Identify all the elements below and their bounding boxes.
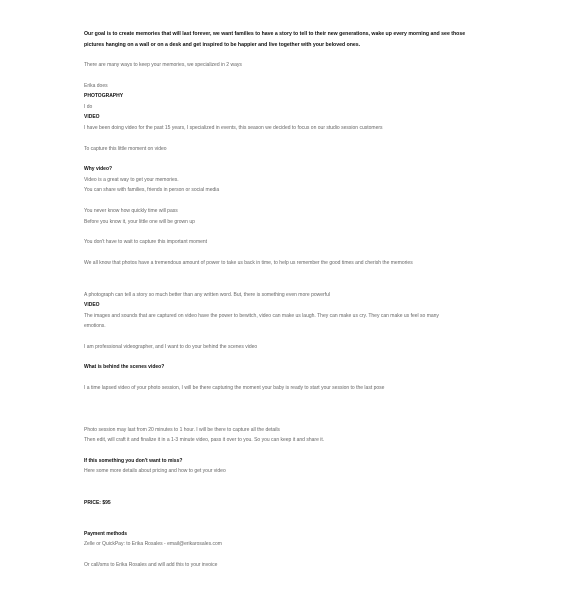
details-text: Here some more details about pricing and how to get your video — [84, 468, 226, 474]
dont-wait-text: You don't have to wait to capture this important moment — [84, 239, 208, 245]
professional-text: I am professional videographer, and I want to do your behind the scenes video — [84, 344, 258, 350]
miss-heading: If this something you don't want to miss? — [84, 458, 183, 464]
never-know-line-1: You never know how quickly time will pass — [84, 208, 178, 214]
i-do-text: I do — [84, 104, 93, 110]
why-video-line-1: Video is a great way to get your memories. — [84, 177, 179, 183]
behind-scenes-heading: What is behind the scenes video? — [84, 364, 165, 370]
video-label-2: VIDEO — [84, 302, 100, 308]
call-text: Or call/sms to Erika Rosales and will add this to your invoice — [84, 562, 218, 568]
images-sounds-line-1: The images and sounds that are captured on video have the power to bewitch, video can make us laugh. They can make us cry. They can make us feel so many — [84, 313, 439, 319]
all-know-text: We all know that photos have a tremendous amount of power to take us back in time, to help us remember the good times and cherish the memories — [84, 260, 413, 266]
images-sounds-line-2: emotions. — [84, 323, 106, 329]
never-know-line-2: Before you know it, your little one will be grown up — [84, 219, 195, 225]
photography-label: PHOTOGRAPHY — [84, 93, 124, 99]
session-line-1: Photo session may last from 20 minutes to 1 hour. I will be there to capture all the details — [84, 427, 280, 433]
why-video-line-2: You can share with families, friends in person or social media — [84, 187, 220, 193]
erika-does-text: Erika does — [84, 83, 108, 89]
capture-text: To capture this little moment on video — [84, 146, 167, 152]
session-line-2: Then edit, will craft it and finalize it in a 1-3 minute video, pass it over to you. So you can keep it and share it. — [84, 437, 325, 443]
intro-paragraph: Our goal is to create memories that will last forever, we want families to have a story to tell to their new generations, wake up every morning and see those pictures hanging on a wall or on a desk and get inspired to be happier and live together with your beloved ones. — [84, 31, 466, 48]
video-label: VIDEO — [84, 114, 100, 120]
zelle-text: Zelle or QuickPay: to Erika Rosales - email@erikarosales.com — [84, 541, 222, 547]
price-label: PRICE: $95 — [84, 500, 111, 506]
video-years-text: I have been doing video for the past 15 years, I specialized in events, this season we decided to focus on our studio session customers — [84, 125, 383, 131]
timelapse-text: I a time lapsed video of your photo session, I will be there capturing the moment your baby is ready to start your session to the last pose — [84, 385, 385, 391]
photograph-story-text: A photograph can tell a story so much better than any written word. But, there is something even more powerful — [84, 292, 330, 298]
ways-text: There are many ways to keep your memories, we specialized in 2 ways — [84, 62, 242, 68]
payment-heading: Payment methods — [84, 531, 128, 537]
why-video-heading: Why video? — [84, 166, 113, 172]
